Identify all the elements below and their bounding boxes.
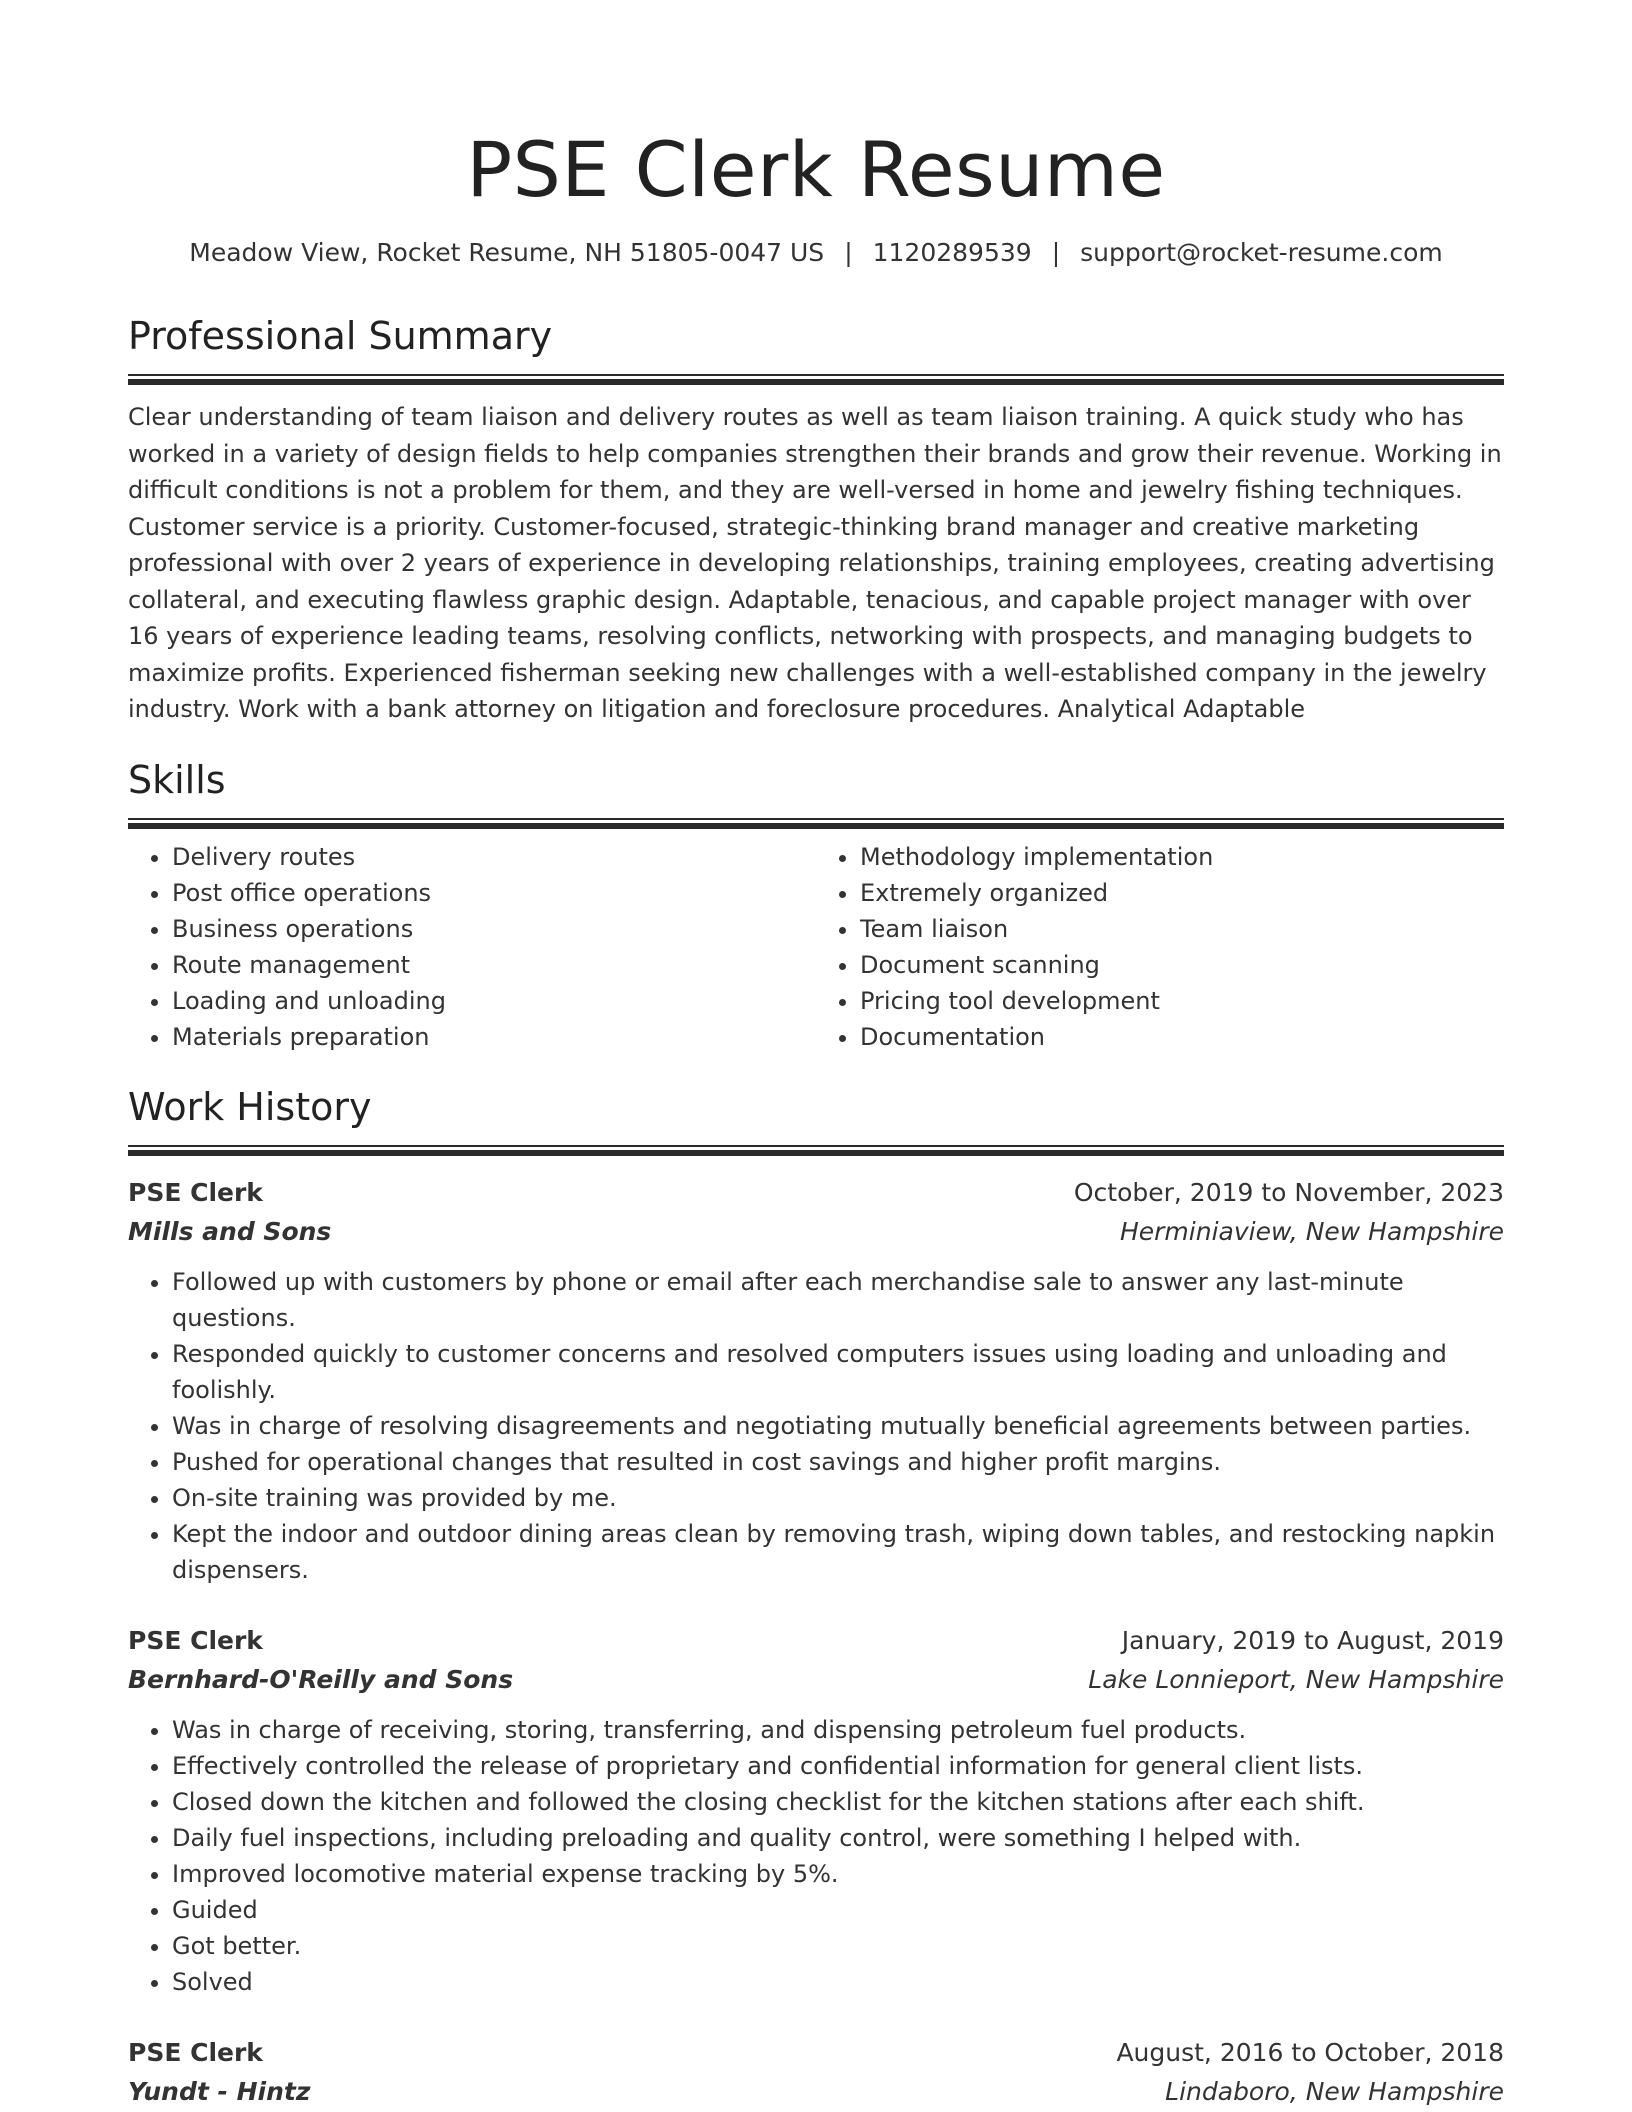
job-duty-item: • Closed down the kitchen and followed the closing checklist for the kitchen stations after each shift.: [172, 1784, 1504, 1820]
job-duty-item: • Kept the indoor and outdoor dining areas clean by removing trash, wiping down tables, and restocking napkin dispensers.: [172, 1516, 1504, 1588]
job-location: Herminiaview, New Hampshire: [1119, 1216, 1504, 1246]
job-duty-item: • Guided: [172, 1892, 1504, 1928]
summary-heading: Professional Summary: [128, 314, 553, 358]
section-divider: [128, 1145, 1504, 1156]
contact-separator: |: [844, 238, 853, 267]
job-duty-item: • Solved: [172, 1964, 1504, 2000]
job-duty-item: • Followed up with customers by phone or email after each merchandise sale to answer any last-minute questions.: [172, 1264, 1504, 1336]
section-divider: [128, 374, 1504, 385]
job-dates: January, 2019 to August, 2019: [1121, 1625, 1504, 1655]
skills-column-right: [816, 839, 1504, 1055]
work-history-section: [128, 1083, 1504, 2112]
work-history-heading: Work History: [128, 1084, 372, 1129]
job-duty-item: • Improved locomotive material expense tracking by 5%.: [172, 1856, 1504, 1892]
job-duty-item: • Got better.: [172, 1928, 1504, 1964]
job-entry: [128, 1622, 1504, 2000]
job-company: Mills and Sons: [128, 1216, 332, 1246]
section-divider: [128, 818, 1504, 829]
job-duty-item: • Was in charge of resolving disagreements and negotiating mutually beneficial agreements between parties.: [172, 1408, 1504, 1444]
job-duties: [128, 1712, 1504, 2000]
skills-heading: Skills: [128, 757, 226, 802]
skill-item: • Pricing tool development: [860, 983, 1504, 1019]
job-entry: [128, 2034, 1504, 2112]
job-dates: August, 2016 to October, 2018: [1116, 2037, 1504, 2067]
skills-list: [128, 839, 1504, 1055]
skills-section: [128, 756, 1504, 1055]
job-title: PSE Clerk: [128, 1625, 263, 1655]
job-title: PSE Clerk: [128, 1177, 263, 1207]
job-duty-item: • Pushed for operational changes that resulted in cost savings and higher profit margins.: [172, 1444, 1504, 1480]
contact-phone: 1120289539: [872, 238, 1032, 267]
skill-item: • Loading and unloading: [172, 983, 816, 1019]
contact-email: support@rocket-resume.com: [1080, 238, 1443, 267]
job-duty-item: • Was in charge of receiving, storing, transferring, and dispensing petroleum fuel products.: [172, 1712, 1504, 1748]
contact-line: [128, 236, 1504, 270]
skill-item: • Route management: [172, 947, 816, 983]
job-duty-item: • Responded quickly to customer concerns and resolved computers issues using loading and unloading and foolishly.: [172, 1336, 1504, 1408]
job-duty-item: • Daily fuel inspections, including preloading and quality control, were something I helped with.: [172, 1820, 1504, 1856]
job-company: Yundt - Hintz: [128, 2076, 311, 2106]
skill-item: • Business operations: [172, 911, 816, 947]
skill-item: • Extremely organized: [860, 875, 1504, 911]
skill-item: • Delivery routes: [172, 839, 816, 875]
job-duties: [128, 1264, 1504, 1588]
skill-item: • Document scanning: [860, 947, 1504, 983]
summary-text: Clear understanding of team liaison and delivery routes as well as team liaison training. A quick study who has worked in a variety of design fields to help companies strengthen their brands and grow their revenue. Working in difficult conditions is not a problem for them, and they are well-versed in home and jewelry fishing techniques. Customer service is a priority. Customer-focused, strategic-thinking brand manager and creative marketing professional with over 2 years of experience in developing relationships, training employees, creating advertising collateral, and executing flawless graphic design. Adaptable, tenacious, and capable project manager with over 16 years of experience leading teams, resolving conflicts, networking with prospects, and managing budgets to maximize profits. Experienced fisherman seeking new challenges with a well-established company in the jewelry industry. Work with a bank attorney on litigation and foreclosure procedures. Analytical Adaptable: [128, 403, 1502, 723]
skills-column-left: [128, 839, 816, 1055]
resume-title: PSE Clerk Resume: [466, 125, 1166, 214]
job-location: Lake Lonnieport, New Hampshire: [1088, 1664, 1504, 1694]
job-entry: [128, 1174, 1504, 1588]
summary-section: [128, 312, 1504, 728]
skill-item: • Team liaison: [860, 911, 1504, 947]
job-company: Bernhard-O'Reilly and Sons: [128, 1664, 514, 1694]
job-duty-item: • On-site training was provided by me.: [172, 1480, 1504, 1516]
resume-page: [128, 0, 1504, 2112]
job-location: Lindaboro, New Hampshire: [1165, 2076, 1504, 2106]
contact-address: Meadow View, Rocket Resume, NH 51805-0047 US: [189, 238, 825, 267]
skill-item: • Methodology implementation: [860, 839, 1504, 875]
job-duty-item: • Effectively controlled the release of proprietary and confidential information for general client lists.: [172, 1748, 1504, 1784]
skill-item: • Documentation: [860, 1019, 1504, 1055]
job-title: PSE Clerk: [128, 2037, 263, 2067]
job-dates: October, 2019 to November, 2023: [1073, 1177, 1504, 1207]
contact-separator: |: [1051, 238, 1061, 267]
skill-item: • Materials preparation: [172, 1019, 816, 1055]
skill-item: • Post office operations: [172, 875, 816, 911]
